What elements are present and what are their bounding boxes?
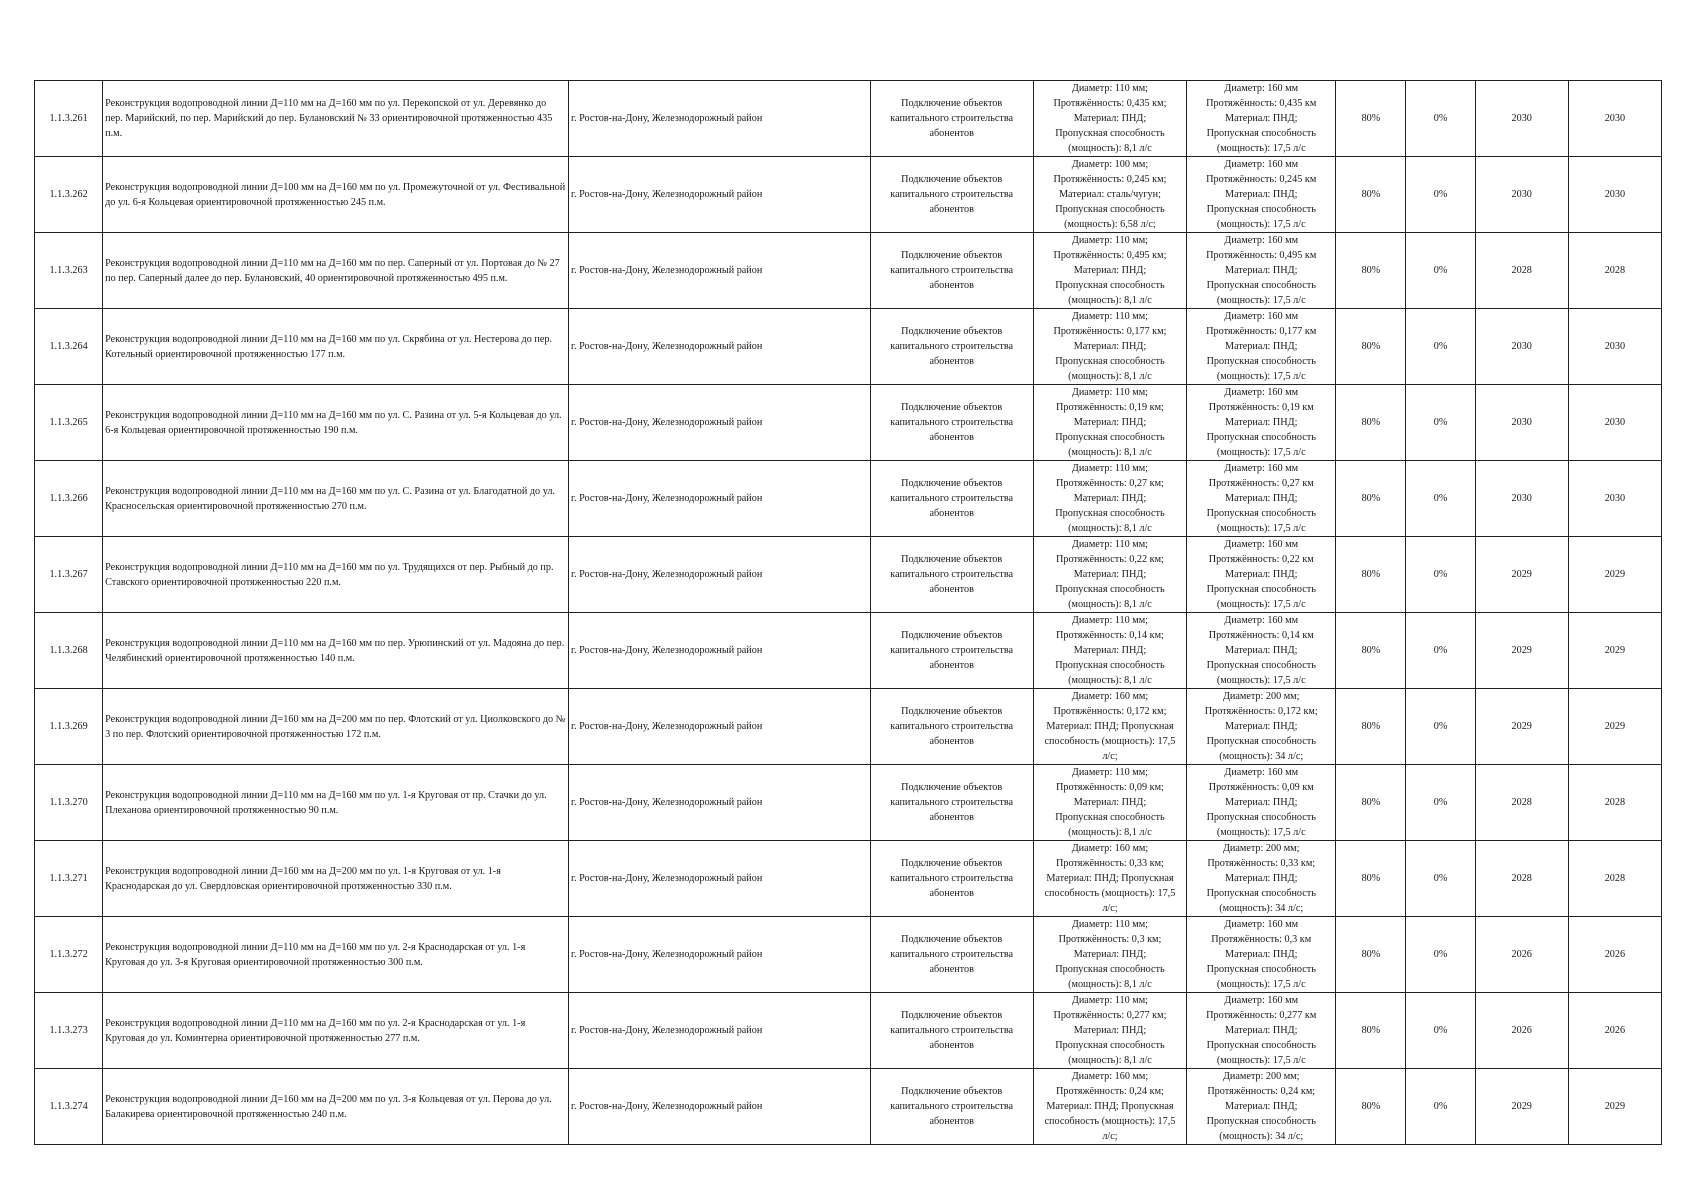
project-description-cell: Реконструкция водопроводной линии Д=110 мм на Д=160 мм по ул. 1-я Круговая от пр. Стачки до ул. Плеханова ориентировочной протяженностью 90 п.м. [103,765,569,841]
year-start-cell: 2030 [1475,461,1568,537]
parameter-line: Диаметр: 160 мм [1224,159,1299,170]
row-number-cell: 1.1.3.268 [35,613,103,689]
percent-1-cell: 80% [1336,81,1406,157]
location-cell: г. Ростов-на-Дону, Железнодорожный район [568,689,870,765]
purpose-cell: Подключение объектов капитального строительства абонентов [870,841,1033,917]
percent-1-cell: 80% [1336,841,1406,917]
parameter-line: Пропускная способность [1206,812,1316,823]
parameter-line: (мощность): 17,5 л/с [1216,143,1306,154]
parameter-line: Материал: ПНД; [1225,873,1298,884]
parameters-before-cell [1033,841,1186,917]
percent-2-cell: 0% [1406,537,1475,613]
year-end-cell: 2028 [1568,841,1661,917]
parameter-line: Материал: ПНД; [1073,113,1147,124]
row-number-cell: 1.1.3.263 [35,233,103,309]
parameter-line: (мощность): 8,1 л/с [1068,675,1152,686]
table-row [35,233,1662,309]
parameters-after-cell [1187,993,1336,1069]
project-description-cell: Реконструкция водопроводной линии Д=160 мм на Д=200 мм по ул. 3-я Кольцевая от ул. Перова до ул. Балакирева ориентировочной протяженностью 240 п.м. [103,1069,569,1145]
parameter-line: (мощность): 17,5 л/с [1216,523,1306,534]
percent-2-cell: 0% [1406,233,1475,309]
project-description-cell: Реконструкция водопроводной линии Д=110 мм на Д=160 мм по ул. 2-я Краснодарская от ул. 1-я Круговая до ул. 3-я Круговая ориентировочной протяженностью 300 п.м. [103,917,569,993]
parameters-before-cell [1033,993,1186,1069]
parameter-line: Пропускная способность [1206,888,1316,899]
parameter-line: Пропускная способность [1206,660,1316,671]
table-row [35,157,1662,233]
parameters-before-cell [1033,765,1186,841]
parameter-line: Пропускная способность [1206,128,1316,139]
parameter-line: Пропускная способность [1206,1116,1316,1127]
year-start-cell: 2029 [1475,1069,1568,1145]
table-row [35,917,1662,993]
parameter-line: Пропускная способность [1206,1040,1316,1051]
purpose-cell: Подключение объектов капитального строительства абонентов [870,1069,1033,1145]
purpose-cell: Подключение объектов капитального строительства абонентов [870,157,1033,233]
parameter-line: Диаметр: 110 мм; [1071,767,1149,778]
parameter-line: Диаметр: 160 мм; [1071,843,1149,854]
parameter-line: Протяжённость: 0,495 км; [1053,250,1167,261]
parameter-line: Диаметр: 100 мм; [1071,159,1149,170]
parameter-line: Диаметр: 160 мм [1224,311,1299,322]
year-start-cell: 2030 [1475,81,1568,157]
parameter-line: (мощность): 17,5 л/с [1216,675,1306,686]
parameter-line: Материал: ПНД; [1073,569,1147,580]
parameter-line: (мощность): 8,1 л/с [1068,523,1152,534]
parameter-line: Пропускная способность [1055,128,1165,139]
percent-1-cell: 80% [1336,309,1406,385]
row-number-cell: 1.1.3.262 [35,157,103,233]
row-number-cell: 1.1.3.273 [35,993,103,1069]
parameter-line: Протяжённость: 0,24 км; [1207,1086,1316,1097]
purpose-cell: Подключение объектов капитального строительства абонентов [870,993,1033,1069]
parameter-line: Материал: ПНД; [1073,341,1147,352]
parameter-line: (мощность): 17,5 л/с [1216,1055,1306,1066]
row-number-cell: 1.1.3.269 [35,689,103,765]
percent-1-cell: 80% [1336,461,1406,537]
location-cell: г. Ростов-на-Дону, Железнодорожный район [568,765,870,841]
parameter-line: Материал: ПНД; [1225,1025,1298,1036]
parameter-line: способность (мощность): 17,5 [1044,888,1176,899]
year-end-cell: 2030 [1568,385,1661,461]
year-end-cell: 2030 [1568,81,1661,157]
parameters-after-cell [1187,233,1336,309]
project-description-cell: Реконструкция водопроводной линии Д=110 мм на Д=160 мм по ул. Трудящихся от пер. Рыбный до пр. Ставского ориентировочной протяженностью 220 п.м. [103,537,569,613]
parameters-before-cell [1033,613,1186,689]
location-cell: г. Ростов-на-Дону, Железнодорожный район [568,537,870,613]
parameter-line: Протяжённость: 0,22 км; [1056,554,1164,565]
parameter-line: Материал: ПНД; Пропускная [1046,873,1174,884]
parameter-line: способность (мощность): 17,5 [1044,1116,1176,1127]
parameter-line: Пропускная способность [1206,432,1316,443]
parameter-line: (мощность): 8,1 л/с [1068,447,1152,458]
parameter-line: Пропускная способность [1055,812,1165,823]
parameter-line: (мощность): 34 л/с; [1219,751,1304,762]
parameter-line: Диаметр: 160 мм [1224,615,1299,626]
parameter-line: л/с; [1102,751,1118,762]
year-start-cell: 2029 [1475,689,1568,765]
parameter-line: (мощность): 34 л/с; [1219,1131,1304,1142]
percent-1-cell: 80% [1336,993,1406,1069]
parameter-line: Диаметр: 110 мм; [1071,995,1149,1006]
table-row [35,81,1662,157]
parameters-before-cell [1033,689,1186,765]
row-number-cell: 1.1.3.271 [35,841,103,917]
parameter-line: Протяжённость: 0,19 км [1208,402,1314,413]
parameters-after-cell [1187,765,1336,841]
parameter-line: Пропускная способность [1206,584,1316,595]
parameter-line: Материал: ПНД; [1225,949,1298,960]
parameters-after-cell [1187,157,1336,233]
parameter-line: Пропускная способность [1206,356,1316,367]
parameter-line: Протяжённость: 0,172 км; [1204,706,1318,717]
parameter-line: Протяжённость: 0,277 км [1206,1010,1317,1021]
parameter-line: (мощность): 8,1 л/с [1068,1055,1152,1066]
parameters-after-cell [1187,81,1336,157]
parameter-line: (мощность): 8,1 л/с [1068,979,1152,990]
parameter-line: Пропускная способность [1206,204,1316,215]
purpose-cell: Подключение объектов капитального строительства абонентов [870,613,1033,689]
percent-2-cell: 0% [1406,917,1475,993]
parameter-line: Диаметр: 160 мм [1224,919,1299,930]
parameter-line: Пропускная способность [1055,508,1165,519]
purpose-cell: Подключение объектов капитального строительства абонентов [870,537,1033,613]
parameter-line: Диаметр: 110 мм; [1071,235,1149,246]
location-cell: г. Ростов-на-Дону, Железнодорожный район [568,1069,870,1145]
parameters-after-cell [1187,309,1336,385]
location-cell: г. Ростов-на-Дону, Железнодорожный район [568,613,870,689]
parameters-before-cell [1033,537,1186,613]
location-cell: г. Ростов-на-Дону, Железнодорожный район [568,81,870,157]
project-description-cell: Реконструкция водопроводной линии Д=110 мм на Д=160 мм по ул. С. Разина от ул. Благодатной до ул. Красносельская ориентировочной протяженностью 270 п.м. [103,461,569,537]
parameter-line: Пропускная способность [1055,204,1165,215]
year-start-cell: 2030 [1475,385,1568,461]
purpose-cell: Подключение объектов капитального строительства абонентов [870,689,1033,765]
percent-2-cell: 0% [1406,385,1475,461]
parameter-line: Протяжённость: 0,172 км; [1053,706,1167,717]
parameter-line: (мощность): 8,1 л/с [1068,599,1152,610]
location-cell: г. Ростов-на-Дону, Железнодорожный район [568,233,870,309]
row-number-cell: 1.1.3.270 [35,765,103,841]
parameters-before-cell [1033,309,1186,385]
parameters-after-cell [1187,613,1336,689]
year-start-cell: 2028 [1475,765,1568,841]
parameter-line: Протяжённость: 0,33 км; [1056,858,1164,869]
parameter-line: Протяжённость: 0,09 км [1208,782,1314,793]
percent-2-cell: 0% [1406,309,1475,385]
parameter-line: Материал: ПНД; [1073,645,1147,656]
parameter-line: (мощность): 17,5 л/с [1216,219,1306,230]
parameters-after-cell [1187,1069,1336,1145]
year-end-cell: 2026 [1568,993,1661,1069]
parameters-after-cell [1187,917,1336,993]
parameter-line: Материал: ПНД; [1073,1025,1147,1036]
parameter-line: (мощность): 8,1 л/с [1068,295,1152,306]
percent-2-cell: 0% [1406,765,1475,841]
parameters-before-cell [1033,917,1186,993]
parameters-before-cell [1033,81,1186,157]
row-number-cell: 1.1.3.264 [35,309,103,385]
parameter-line: Материал: ПНД; [1225,721,1298,732]
purpose-cell: Подключение объектов капитального строительства абонентов [870,917,1033,993]
parameter-line: (мощность): 8,1 л/с [1068,371,1152,382]
parameter-line: Пропускная способность [1055,964,1165,975]
table-row [35,765,1662,841]
location-cell: г. Ростов-на-Дону, Железнодорожный район [568,157,870,233]
location-cell: г. Ростов-на-Дону, Железнодорожный район [568,917,870,993]
parameter-line: Диаметр: 160 мм [1224,463,1299,474]
table-row [35,841,1662,917]
parameter-line: Протяжённость: 0,245 км [1206,174,1317,185]
parameter-line: Пропускная способность [1206,280,1316,291]
table-row [35,309,1662,385]
parameter-line: (мощность): 17,5 л/с [1216,979,1306,990]
row-number-cell: 1.1.3.265 [35,385,103,461]
investment-program-table [34,80,1662,1145]
purpose-cell: Подключение объектов капитального строительства абонентов [870,309,1033,385]
parameter-line: Диаметр: 200 мм; [1222,691,1300,702]
parameter-line: Протяжённость: 0,435 км; [1053,98,1167,109]
percent-1-cell: 80% [1336,689,1406,765]
parameter-line: Диаметр: 200 мм; [1222,843,1300,854]
year-start-cell: 2030 [1475,157,1568,233]
table-row [35,1069,1662,1145]
purpose-cell: Подключение объектов капитального строительства абонентов [870,81,1033,157]
location-cell: г. Ростов-на-Дону, Железнодорожный район [568,309,870,385]
project-description-cell: Реконструкция водопроводной линии Д=160 мм на Д=200 мм по пер. Флотский от ул. Циолковского до № 3 по пер. Флотский ориентировочной протяженностью 172 п.м. [103,689,569,765]
percent-1-cell: 80% [1336,613,1406,689]
table-row [35,537,1662,613]
parameter-line: Диаметр: 160 мм; [1071,691,1149,702]
year-end-cell: 2028 [1568,233,1661,309]
parameter-line: Пропускная способность [1206,508,1316,519]
parameter-line: (мощность): 6,58 л/с; [1064,219,1156,230]
year-start-cell: 2030 [1475,309,1568,385]
year-start-cell: 2029 [1475,613,1568,689]
parameter-line: Материал: ПНД; [1225,113,1298,124]
location-cell: г. Ростов-на-Дону, Железнодорожный район [568,385,870,461]
parameter-line: Протяжённость: 0,3 км [1211,934,1312,945]
location-cell: г. Ростов-на-Дону, Железнодорожный район [568,993,870,1069]
parameters-after-cell [1187,689,1336,765]
parameter-line: Материал: ПНД; [1225,569,1298,580]
percent-2-cell: 0% [1406,689,1475,765]
parameter-line: Диаметр: 110 мм; [1071,387,1149,398]
parameter-line: Протяжённость: 0,245 км; [1053,174,1167,185]
parameters-before-cell [1033,157,1186,233]
project-description-cell: Реконструкция водопроводной линии Д=110 мм на Д=160 мм по пер. Саперный от ул. Портовая до № 27 по пер. Саперный далее до пер. Булановский, 40 ориентировочной протяженностью 495 п.м. [103,233,569,309]
year-end-cell: 2030 [1568,461,1661,537]
year-end-cell: 2030 [1568,157,1661,233]
parameter-line: Материал: ПНД; [1225,493,1298,504]
parameter-line: Пропускная способность [1055,280,1165,291]
location-cell: г. Ростов-на-Дону, Железнодорожный район [568,841,870,917]
parameter-line: Диаметр: 110 мм; [1071,615,1149,626]
year-end-cell: 2026 [1568,917,1661,993]
parameter-line: Протяжённость: 0,09 км; [1056,782,1164,793]
year-start-cell: 2029 [1475,537,1568,613]
parameter-line: Материал: ПНД; [1073,265,1147,276]
parameter-line: Диаметр: 160 мм [1224,387,1299,398]
parameter-line: Протяжённость: 0,495 км [1206,250,1317,261]
percent-1-cell: 80% [1336,917,1406,993]
parameter-line: л/с; [1102,1131,1118,1142]
parameter-line: Диаметр: 160 мм [1224,235,1299,246]
parameter-line: Диаметр: 160 мм [1224,539,1299,550]
parameter-line: Пропускная способность [1055,660,1165,671]
parameter-line: Диаметр: 110 мм; [1071,463,1149,474]
percent-2-cell: 0% [1406,1069,1475,1145]
parameter-line: Пропускная способность [1206,736,1316,747]
parameter-line: Материал: ПНД; [1073,949,1147,960]
parameter-line: Материал: ПНД; [1225,417,1298,428]
project-description-cell: Реконструкция водопроводной линии Д=110 мм на Д=160 мм по ул. Скрябина от ул. Нестерова до пер. Котельный ориентировочной протяженностью 177 п.м. [103,309,569,385]
parameter-line: Материал: ПНД; [1225,341,1298,352]
parameter-line: Диаметр: 160 мм; [1071,1071,1149,1082]
year-end-cell: 2029 [1568,1069,1661,1145]
parameter-line: Протяжённость: 0,27 км; [1056,478,1164,489]
row-number-cell: 1.1.3.272 [35,917,103,993]
purpose-cell: Подключение объектов капитального строительства абонентов [870,765,1033,841]
parameter-line: Материал: ПНД; Пропускная [1046,721,1174,732]
parameter-line: Пропускная способность [1055,1040,1165,1051]
percent-2-cell: 0% [1406,81,1475,157]
percent-1-cell: 80% [1336,233,1406,309]
parameters-before-cell [1033,1069,1186,1145]
parameter-line: Материал: ПНД; [1225,797,1298,808]
year-end-cell: 2029 [1568,613,1661,689]
parameter-line: Протяжённость: 0,3 км; [1058,934,1162,945]
table-body [35,81,1662,1145]
project-description-cell: Реконструкция водопроводной линии Д=110 мм на Д=160 мм по ул. С. Разина от ул. 5-я Кольцевая до ул. 6-я Кольцевая ориентировочной протяженностью 190 п.м. [103,385,569,461]
parameter-line: Протяжённость: 0,24 км; [1056,1086,1164,1097]
table-row [35,385,1662,461]
parameter-line: (мощность): 17,5 л/с [1216,599,1306,610]
percent-2-cell: 0% [1406,157,1475,233]
parameter-line: Протяжённость: 0,435 км [1206,98,1317,109]
purpose-cell: Подключение объектов капитального строительства абонентов [870,233,1033,309]
parameters-before-cell [1033,385,1186,461]
parameters-after-cell [1187,385,1336,461]
parameter-line: Протяжённость: 0,19 км; [1056,402,1164,413]
parameter-line: Протяжённость: 0,22 км [1208,554,1314,565]
percent-2-cell: 0% [1406,613,1475,689]
parameter-line: (мощность): 17,5 л/с [1216,447,1306,458]
parameters-after-cell [1187,841,1336,917]
year-end-cell: 2030 [1568,309,1661,385]
parameter-line: (мощность): 17,5 л/с [1216,827,1306,838]
parameter-line: Материал: ПНД; [1073,493,1147,504]
parameter-line: Протяжённость: 0,177 км [1206,326,1317,337]
project-description-cell: Реконструкция водопроводной линии Д=110 мм на Д=160 мм по ул. 2-я Краснодарская от ул. 1-я Круговая до ул. Коминтерна ориентировочной протяженностью 277 п.м. [103,993,569,1069]
year-start-cell: 2028 [1475,841,1568,917]
project-description-cell: Реконструкция водопроводной линии Д=110 мм на Д=160 мм по ул. Перекопской от ул. Деревянко до пер. Марийский, по пер. Марийский до пер. Булановский № 33 ориентировочной протяженностью 435 п.м. [103,81,569,157]
percent-1-cell: 80% [1336,765,1406,841]
parameter-line: (мощность): 17,5 л/с [1216,295,1306,306]
table-row [35,461,1662,537]
parameter-line: Материал: ПНД; [1225,189,1298,200]
year-start-cell: 2028 [1475,233,1568,309]
year-end-cell: 2028 [1568,765,1661,841]
parameters-before-cell [1033,461,1186,537]
parameter-line: Диаметр: 110 мм; [1071,311,1149,322]
project-description-cell: Реконструкция водопроводной линии Д=100 мм на Д=160 мм по ул. Промежуточной от ул. Фестивальной до ул. 6-я Кольцевая ориентировочной протяженностью 245 п.м. [103,157,569,233]
parameter-line: Протяжённость: 0,177 км; [1053,326,1167,337]
parameter-line: Диаметр: 160 мм [1224,83,1299,94]
table-row [35,689,1662,765]
percent-1-cell: 80% [1336,537,1406,613]
row-number-cell: 1.1.3.274 [35,1069,103,1145]
row-number-cell: 1.1.3.266 [35,461,103,537]
percent-1-cell: 80% [1336,157,1406,233]
parameter-line: Диаметр: 110 мм; [1071,919,1149,930]
parameters-after-cell [1187,461,1336,537]
table-row [35,613,1662,689]
parameter-line: Протяжённость: 0,14 км; [1056,630,1164,641]
purpose-cell: Подключение объектов капитального строительства абонентов [870,461,1033,537]
parameter-line: Пропускная способность [1055,584,1165,595]
parameter-line: л/с; [1102,903,1118,914]
parameter-line: Материал: ПНД; [1225,265,1298,276]
row-number-cell: 1.1.3.261 [35,81,103,157]
parameter-line: Протяжённость: 0,33 км; [1207,858,1316,869]
parameter-line: Материал: ПНД; [1225,1101,1298,1112]
parameter-line: Диаметр: 110 мм; [1071,539,1149,550]
parameter-line: способность (мощность): 17,5 [1044,736,1176,747]
parameter-line: Пропускная способность [1055,356,1165,367]
percent-1-cell: 80% [1336,385,1406,461]
row-number-cell: 1.1.3.267 [35,537,103,613]
parameter-line: Протяжённость: 0,27 км [1208,478,1314,489]
year-end-cell: 2029 [1568,689,1661,765]
project-description-cell: Реконструкция водопроводной линии Д=110 мм на Д=160 мм по пер. Урюпинский от ул. Мадояна до пер. Челябинский ориентировочной протяженностью 140 п.м. [103,613,569,689]
parameter-line: (мощность): 8,1 л/с [1068,143,1152,154]
percent-2-cell: 0% [1406,461,1475,537]
parameter-line: Пропускная способность [1055,432,1165,443]
parameter-line: (мощность): 34 л/с; [1219,903,1304,914]
parameter-line: Материал: ПНД; [1073,797,1147,808]
parameter-line: Протяжённость: 0,277 км; [1053,1010,1167,1021]
parameter-line: Материал: сталь/чугун; [1058,189,1161,200]
percent-2-cell: 0% [1406,841,1475,917]
parameter-line: Материал: ПНД; Пропускная [1046,1101,1174,1112]
year-start-cell: 2026 [1475,917,1568,993]
parameter-line: Протяжённость: 0,14 км [1208,630,1314,641]
project-description-cell: Реконструкция водопроводной линии Д=160 мм на Д=200 мм по ул. 1-я Круговая от ул. 1-я Краснодарская до ул. Свердловская ориентировочной протяженностью 330 п.м. [103,841,569,917]
parameters-after-cell [1187,537,1336,613]
parameters-before-cell [1033,233,1186,309]
parameter-line: Материал: ПНД; [1073,417,1147,428]
year-start-cell: 2026 [1475,993,1568,1069]
parameter-line: Диаметр: 200 мм; [1222,1071,1300,1082]
location-cell: г. Ростов-на-Дону, Железнодорожный район [568,461,870,537]
percent-2-cell: 0% [1406,993,1475,1069]
parameter-line: Пропускная способность [1206,964,1316,975]
table-row [35,993,1662,1069]
percent-1-cell: 80% [1336,1069,1406,1145]
parameter-line: (мощность): 17,5 л/с [1216,371,1306,382]
parameter-line: (мощность): 8,1 л/с [1068,827,1152,838]
parameter-line: Диаметр: 160 мм [1224,767,1299,778]
parameter-line: Диаметр: 110 мм; [1071,83,1149,94]
year-end-cell: 2029 [1568,537,1661,613]
purpose-cell: Подключение объектов капитального строительства абонентов [870,385,1033,461]
parameter-line: Материал: ПНД; [1225,645,1298,656]
parameter-line: Диаметр: 160 мм [1224,995,1299,1006]
